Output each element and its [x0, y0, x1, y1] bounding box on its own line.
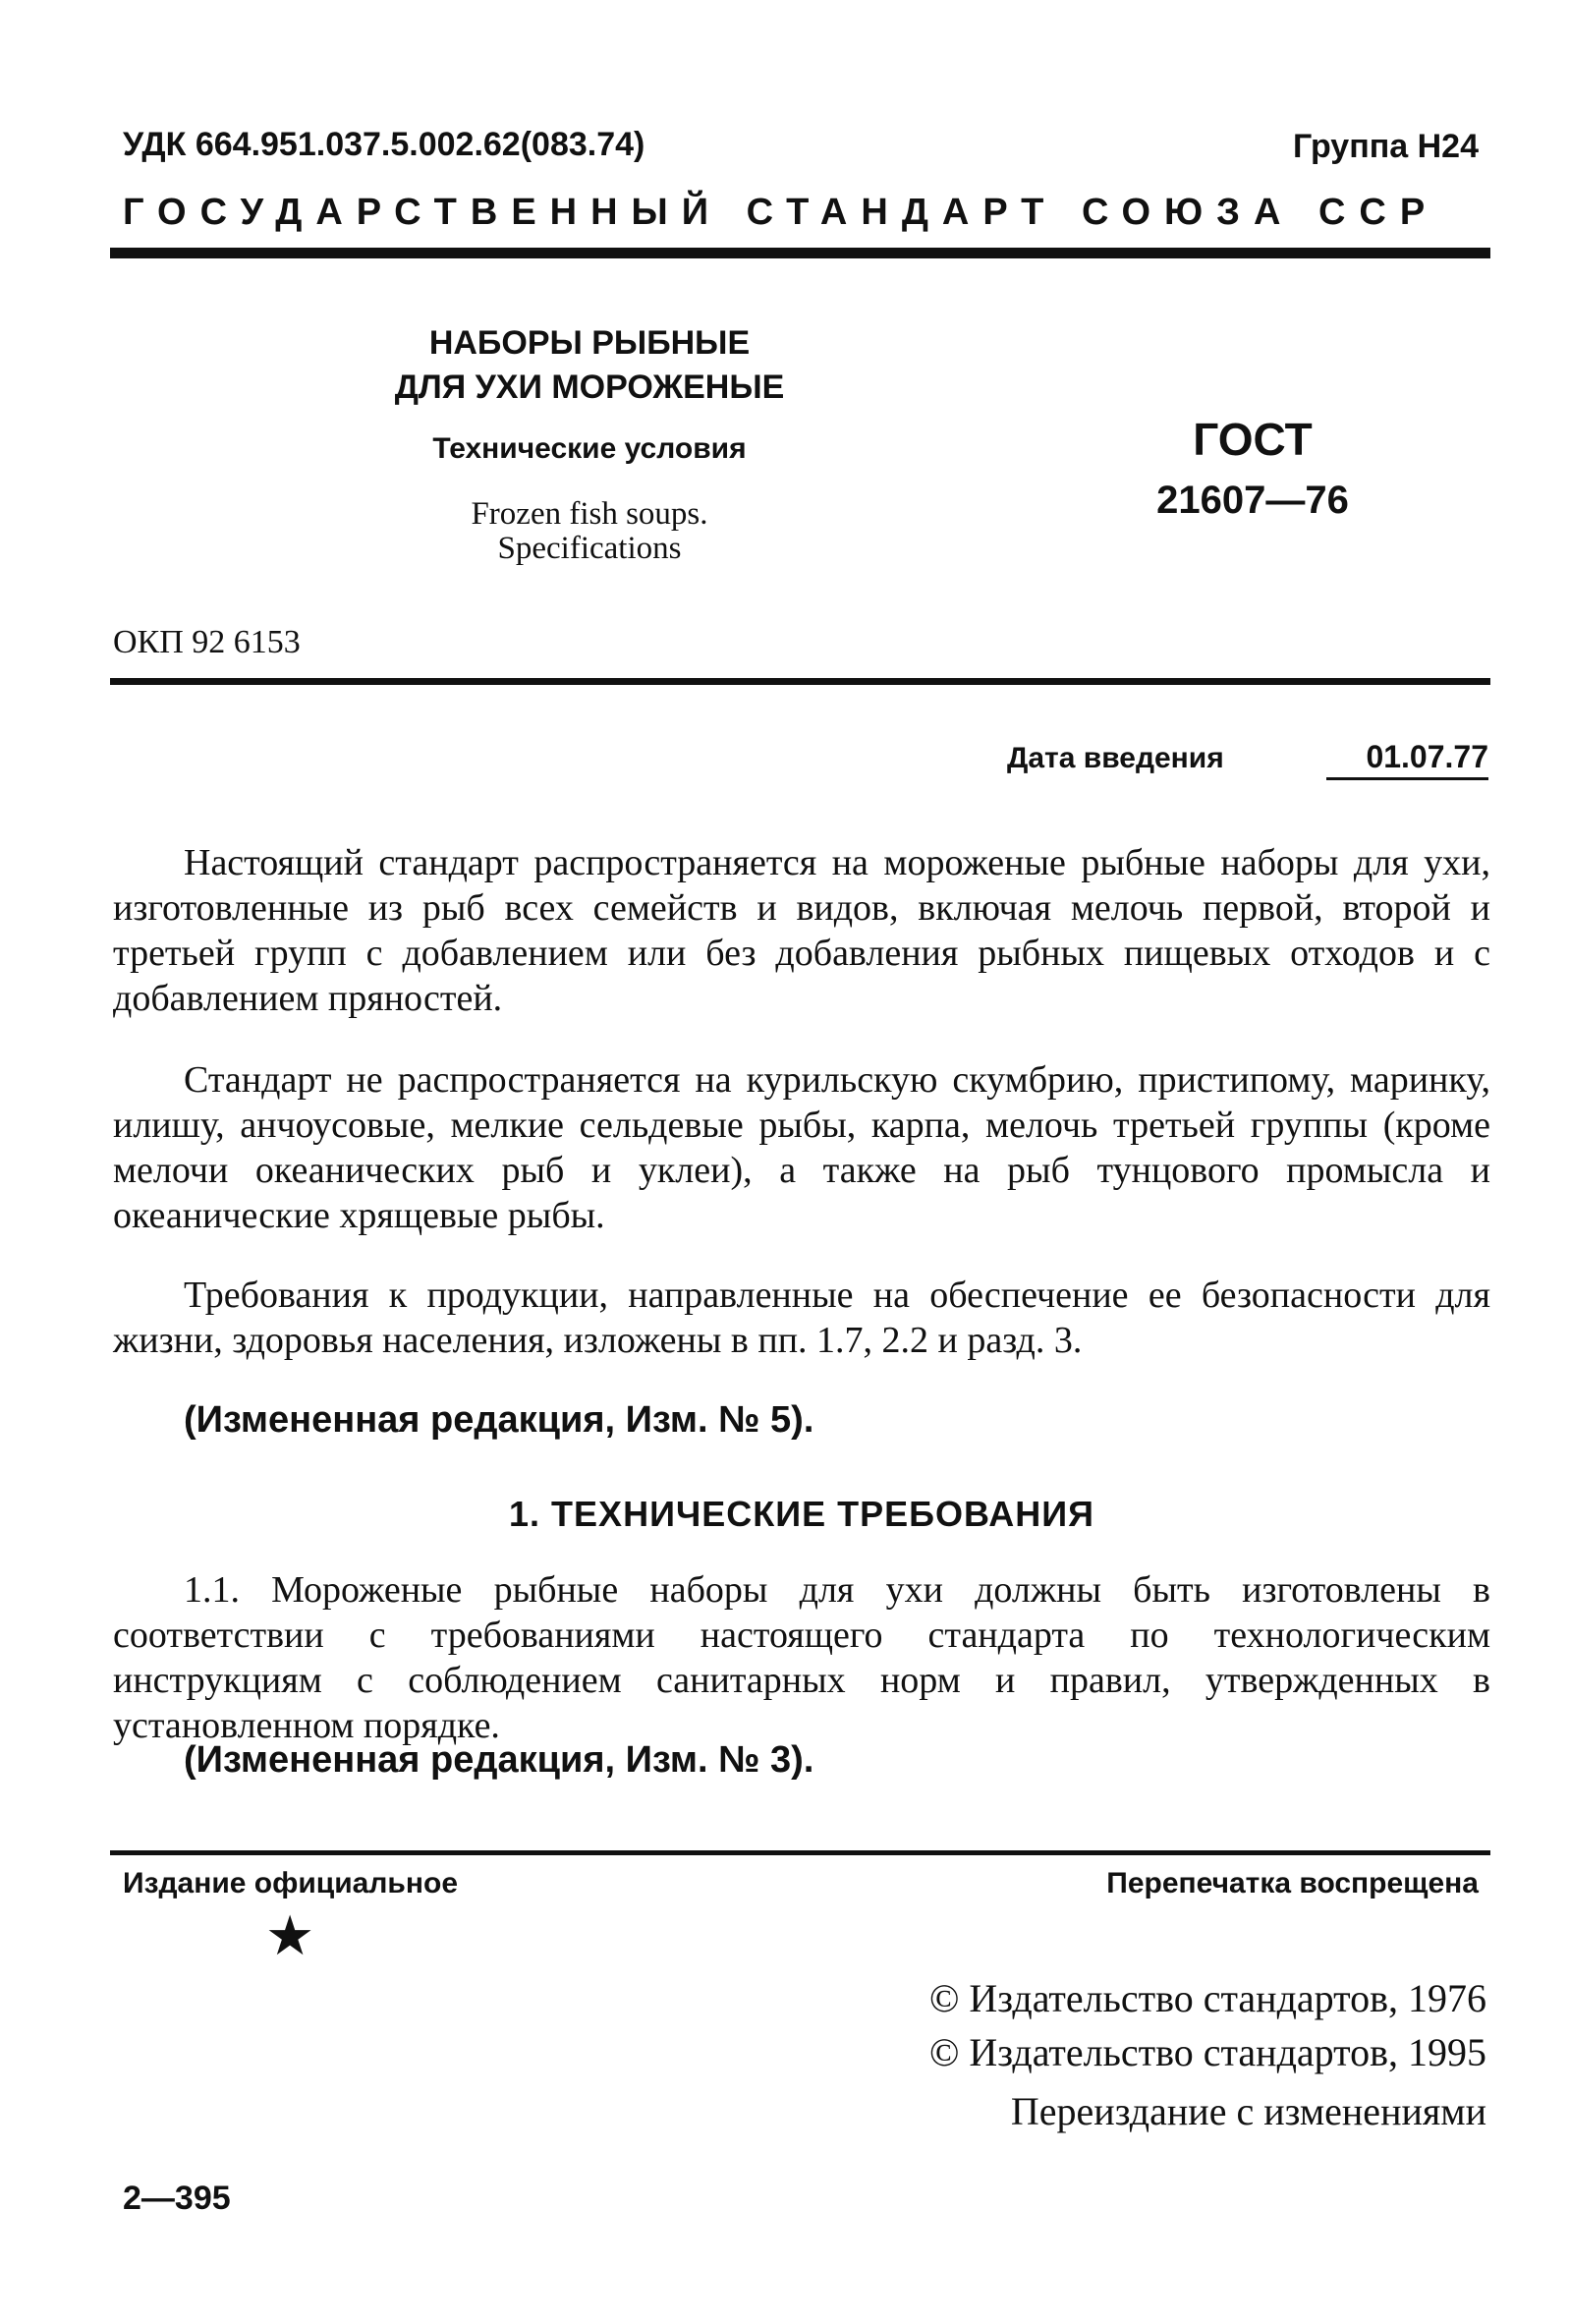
header-divider — [110, 248, 1490, 258]
document-title-line-1: НАБОРЫ РЫБНЫЕ — [428, 324, 751, 362]
gost-label: ГОСТ — [1193, 414, 1313, 465]
intro-date-label: Дата введения — [1007, 742, 1224, 774]
paragraph-1-1: 1.1. Мороженые рыбные наборы для ухи должны быть изготовлены в соответствии с требованиями настоящего стандарта по технологическим инструкциям с соблюдением санитарных норм и правил, утвержденных в установленном порядке. — [113, 1569, 1490, 1746]
paragraph-safety: Требования к продукции, направленные на обеспечение ее безопасности для жизни, здоровья населения, изложены в пп. 1.7, 2.2 и разд. 3. — [113, 1275, 1490, 1361]
paragraph-exclusions: Стандарт не распространяется на курильскую скумбрию, пристипому, маринку, илишу, анчоусовые, мелкие сельдевые рыбы, карпа, мелочь третьей группы (кроме мелочи океанических рыб и уклеи), а также на рыб тунцового промысла и океанические хрящевые рыбы. — [113, 1059, 1490, 1236]
document-subtitle: Технические условия — [432, 432, 747, 465]
english-title-line-2: Specifications — [497, 531, 682, 566]
paragraph-scope: Настоящий стандарт распространяется на мороженые рыбные наборы для ухи, изготовленные из рыб всех семейств и видов, включая мелочь первой, второй и третьей групп с добавлением или без добавления рыбных пищевых отходов и с добавлением пряностей. — [113, 842, 1490, 1019]
reissue-note: Переиздание с изменениями — [1010, 2089, 1486, 2133]
page-code: 2—395 — [123, 2180, 231, 2217]
star-icon: ★ — [265, 1906, 315, 1967]
intro-date-value: 01.07.77 — [1326, 739, 1488, 780]
copyright-1976: © Издательство стандартов, 1976 — [928, 1976, 1486, 2020]
gost-number: 21607—76 — [1156, 479, 1349, 522]
document-title-line-2: ДЛЯ УХИ МОРОЖЕНЫЕ — [394, 368, 785, 406]
footer-divider — [110, 1850, 1490, 1855]
title-divider — [110, 678, 1490, 685]
udk-code: УДК 664.951.037.5.002.62(083.74) — [123, 126, 645, 163]
section-heading: 1. ТЕХНИЧЕСКИЕ ТРЕБОВАНИЯ — [509, 1494, 1094, 1534]
okp-code: ОКП 92 6153 — [113, 624, 301, 660]
state-standard-heading: ГОСУДАРСТВЕННЫЙ СТАНДАРТ СОЮЗА ССР — [123, 192, 1439, 233]
official-edition-label: Издание официальное — [123, 1867, 459, 1899]
amendment-note-3: (Измененная редакция, Изм. № 3). — [184, 1739, 814, 1781]
copyright-1995: © Издательство стандартов, 1995 — [928, 2030, 1486, 2074]
amendment-note-5: (Измененная редакция, Изм. № 5). — [184, 1399, 814, 1441]
english-title-line-1: Frozen fish soups. — [471, 496, 708, 532]
reprint-prohibited-label: Перепечатка воспрещена — [1106, 1867, 1479, 1899]
group-code: Группа Н24 — [1292, 128, 1479, 165]
